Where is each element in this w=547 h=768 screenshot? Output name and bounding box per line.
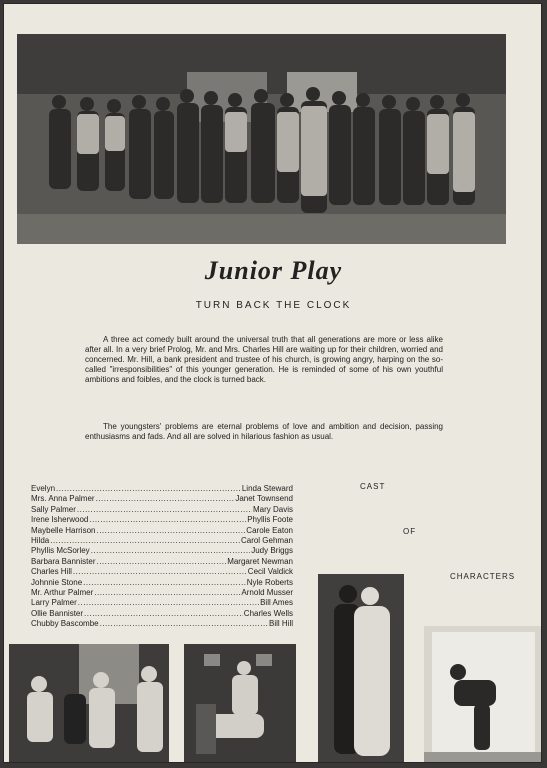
cast-actor: Mary Davis: [252, 504, 293, 514]
yearbook-page: [3, 3, 542, 763]
cast-role: Mr. Arthur Palmer: [31, 587, 94, 597]
cast-group-photo-image: [17, 34, 506, 244]
cast-actor: Charles Wells: [243, 608, 293, 618]
scene-photo-1-image: [9, 644, 169, 763]
heading-characters: CHARACTERS: [450, 572, 516, 581]
cast-actor: Bill Ames: [260, 598, 293, 608]
cast-role: Irene Isherwood: [31, 515, 89, 525]
cast-role: Sally Palmer: [31, 504, 76, 514]
cast-role: Hilda: [31, 535, 50, 545]
cast-actor: Carole Eaton: [246, 525, 293, 535]
cast-row: [31, 567, 293, 577]
cast-actor: Cecil Valdick: [247, 567, 293, 577]
heading-of: OF: [403, 527, 417, 536]
synopsis-paragraph-1: A three act comedy built around the universal truth that all generations are more or less alike after all. In a very brief Prolog, Mr. and Mrs. Charles Hill are waiting up for their children, worried and concerned. Mr. Hill, a bank president and trustee of his church, is growing angry, harping on the so-called "irresponsibilities" of this younger generation. He is reminded of some of his own youthful ambitions and foibles, and the clock is turned back.: [85, 335, 443, 384]
scene-photo-3-image: [318, 574, 404, 763]
heading-cast: CAST: [360, 482, 386, 491]
cast-role: Ollie Bannister: [31, 608, 84, 618]
synopsis-paragraph-2: The youngsters' problems are eternal problems of love and ambition and decision, passing enthusiasms and fads. And all are solved in hilarious fashion as usual.: [85, 422, 443, 441]
scene-photo-4: [424, 626, 542, 763]
page-title: Junior Play: [204, 256, 343, 285]
cast-row: [31, 609, 293, 619]
cast-actor: Margaret Newman: [227, 556, 293, 566]
scene-photo-1: [9, 644, 169, 763]
cast-row: [31, 494, 293, 504]
cast-group-photo: [17, 34, 506, 244]
cast-actor: Carol Gehman: [240, 535, 293, 545]
scene-photo-2-image: [184, 644, 296, 763]
cast-role: Charles Hill: [31, 567, 72, 577]
cast-row: [31, 578, 293, 588]
cast-list: [31, 484, 293, 629]
scene-photo-3: [318, 574, 404, 763]
cast-actor: Phyllis Foote: [247, 515, 293, 525]
scene-photo-4-image: [424, 626, 542, 763]
cast-row: [31, 588, 293, 598]
cast-role: Larry Palmer: [31, 598, 77, 608]
cast-actor: Arnold Musser: [241, 587, 293, 597]
play-subtitle: TURN BACK THE CLOCK: [195, 300, 352, 311]
cast-row: [31, 515, 293, 525]
cast-role: Johnnie Stone: [31, 577, 83, 587]
cast-actor: Janet Townsend: [235, 494, 293, 504]
cast-actor: Bill Hill: [269, 619, 293, 629]
cast-role: Barbara Bannister: [31, 556, 96, 566]
cast-role: Phyllis McSorley: [31, 546, 90, 556]
cast-row: [31, 546, 293, 556]
cast-row: [31, 598, 293, 608]
cast-row: [31, 505, 293, 515]
cast-role: Mrs. Anna Palmer: [31, 494, 95, 504]
cast-actor: Nyle Roberts: [246, 577, 293, 587]
cast-row: [31, 484, 293, 494]
scene-photo-2: [184, 644, 296, 763]
cast-row: [31, 536, 293, 546]
cast-row: [31, 619, 293, 629]
cast-actor: Linda Steward: [241, 484, 293, 493]
cast-role: Maybelle Harrison: [31, 525, 96, 535]
cast-role: Evelyn: [31, 484, 56, 493]
cast-row: [31, 526, 293, 536]
cast-role: Chubby Bascombe: [31, 619, 99, 629]
cast-actor: Judy Briggs: [251, 546, 293, 556]
cast-row: [31, 557, 293, 567]
